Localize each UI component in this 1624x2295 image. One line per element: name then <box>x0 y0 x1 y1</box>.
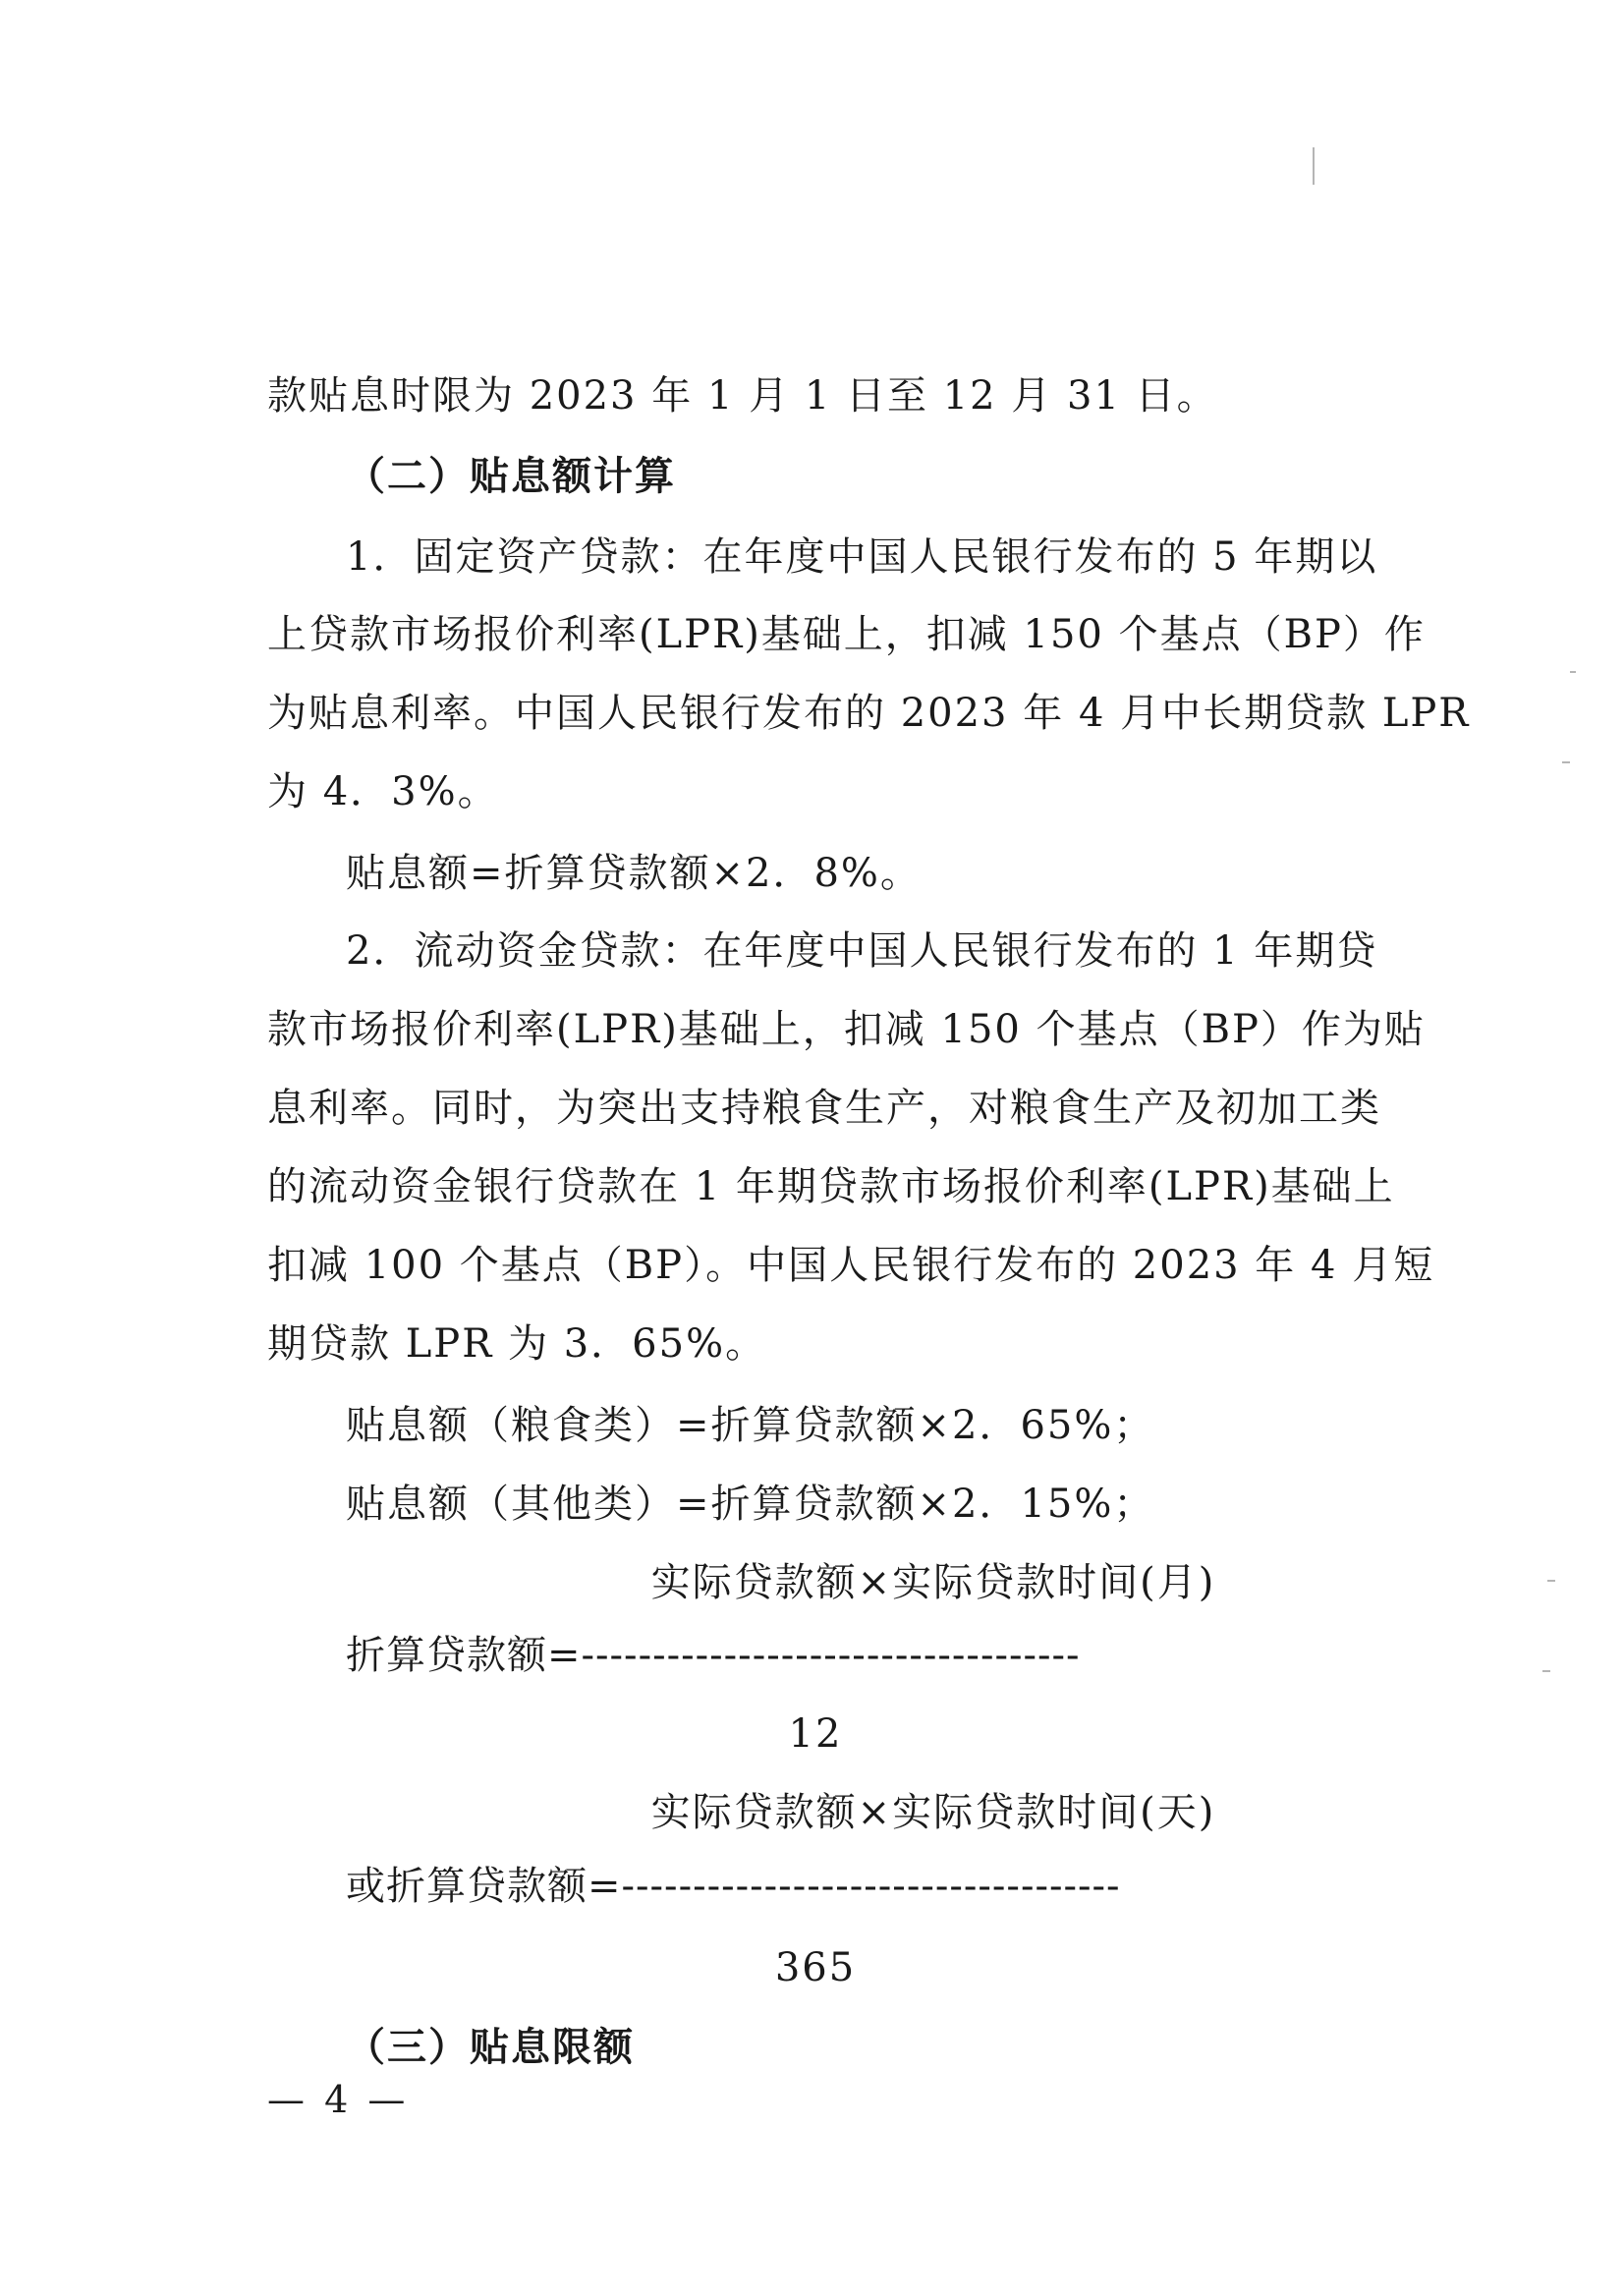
page-number: — 4 — <box>267 2078 410 2121</box>
body-line: 的流动资金银行贷款在 1 年期贷款市场报价利率(LPR)基础上 <box>267 1164 1395 1209</box>
body-line: 为 4．3%。 <box>267 769 499 814</box>
formula-denominator: 365 <box>774 1945 857 1990</box>
formula-line: 贴息额（其他类）=折算贷款额×2．15%； <box>346 1482 1155 1527</box>
formula-line: 贴息额（粮食类）=折算贷款额×2．65%； <box>346 1403 1155 1448</box>
formula-fraction-label: 折算贷款额=----------------------------------- <box>346 1633 1081 1678</box>
formula-numerator: 实际贷款额×实际贷款时间(天) <box>650 1790 1216 1835</box>
body-line: 款市场报价利率(LPR)基础上，扣减 150 个基点（BP）作为贴 <box>267 1007 1426 1052</box>
body-line: 1．固定资产贷款：在年度中国人民银行发布的 5 年期以 <box>346 534 1378 580</box>
body-line: 上贷款市场报价利率(LPR)基础上，扣减 150 个基点（BP）作 <box>267 612 1426 657</box>
body-line: 息利率。同时，为突出支持粮食生产，对粮食生产及初加工类 <box>267 1086 1381 1131</box>
formula-line: 贴息额=折算贷款额×2．8%。 <box>346 851 922 896</box>
section-heading: （二）贴息额计算 <box>346 453 676 499</box>
formula-denominator: 12 <box>788 1711 843 1757</box>
formula-fraction-label: 或折算贷款额=----------------------------------- <box>346 1864 1121 1909</box>
scan-mark <box>1542 1670 1550 1672</box>
section-heading: （三）贴息限额 <box>346 2024 635 2070</box>
scan-mark <box>1562 761 1570 763</box>
body-line: 为贴息利率。中国人民银行发布的 2023 年 4 月中长期贷款 LPR <box>267 691 1471 736</box>
body-line: 扣减 100 个基点（BP）。中国人民银行发布的 2023 年 4 月短 <box>267 1243 1435 1288</box>
formula-numerator: 实际贷款额×实际贷款时间(月) <box>650 1560 1216 1605</box>
scan-mark <box>1547 1580 1555 1582</box>
body-line: 期贷款 LPR 为 3．65%。 <box>267 1321 767 1367</box>
body-line: 款贴息时限为 2023 年 1 月 1 日至 12 月 31 日。 <box>267 373 1218 419</box>
body-line: 2．流动资金贷款：在年度中国人民银行发布的 1 年期贷 <box>346 928 1378 974</box>
scan-mark <box>1570 671 1576 673</box>
scan-mark <box>1313 147 1315 185</box>
